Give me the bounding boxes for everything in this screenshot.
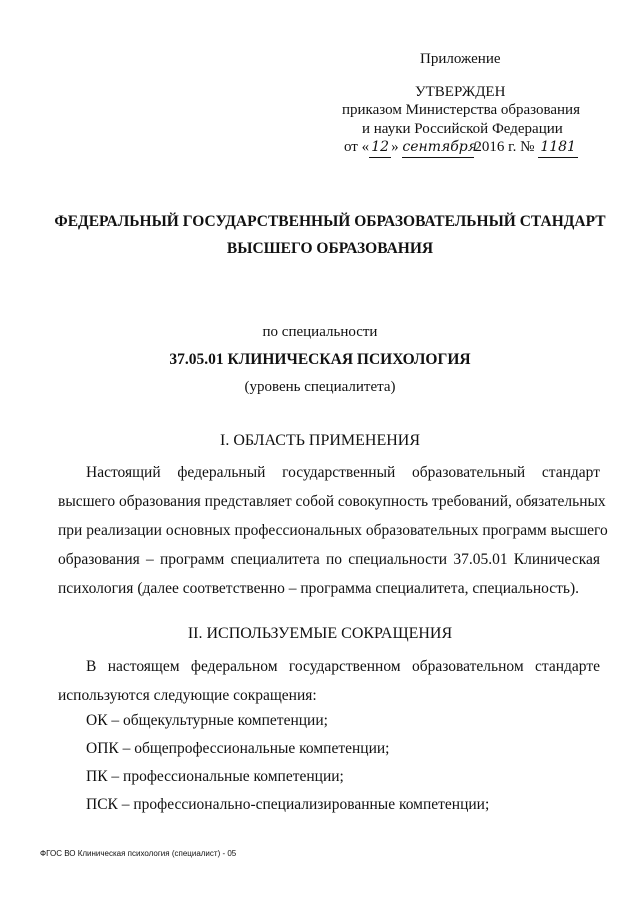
date-year: 2016 г. № <box>474 139 535 155</box>
date-prefix: от « <box>344 139 370 155</box>
specialty-name: 37.05.01 КЛИНИЧЕСКАЯ ПСИХОЛОГИЯ <box>169 351 471 368</box>
title-line-1: ФЕДЕРАЛЬНЫЙ ГОСУДАРСТВЕННЫЙ ОБРАЗОВАТЕЛЬНЫЙ СТАНДАРТ <box>54 213 606 230</box>
document-title <box>40 208 620 262</box>
paragraph-line: Настоящий федеральный государственный образовательный стандарт <box>86 464 600 481</box>
section-2-heading: II. ИСПОЛЬЗУЕМЫЕ СОКРАЩЕНИЯ <box>187 625 453 642</box>
order-line-1: приказом Министерства образования <box>342 102 580 118</box>
section-2-paragraph <box>58 652 600 710</box>
paragraph-line: при реализации основных профессиональных образовательных программ высшего <box>58 522 608 539</box>
handwritten-month: сентября <box>402 138 474 158</box>
paragraph-line: психология (далее соответственно – программа специалитета, специальность). <box>58 580 580 597</box>
abbreviation-item: ОПК – общепрофессиональные компетенции; <box>86 740 390 757</box>
abbreviation-item: ОК – общекультурные компетенции; <box>86 712 328 729</box>
appendix-label: Приложение <box>420 51 501 67</box>
section-1-paragraph <box>58 458 608 603</box>
title-line-2: ВЫСШЕГО ОБРАЗОВАНИЯ <box>226 240 434 257</box>
paragraph-line: В настоящем федеральном государственном образовательном стандарте <box>86 658 600 675</box>
abbreviation-item: ПСК – профессионально-специализированные компетенции; <box>86 796 490 813</box>
specialty-level: (уровень специалитета) <box>244 379 396 395</box>
approved-label: УТВЕРЖДЕН <box>415 83 506 100</box>
handwritten-day: 12 <box>369 138 391 158</box>
order-line-2: и науки Российской Федерации <box>362 120 563 137</box>
date-mid: » <box>391 139 399 155</box>
specialty-label: по специальности <box>262 324 378 340</box>
abbreviation-item: ПК – профессиональные компетенции; <box>86 768 344 785</box>
paragraph-line: высшего образования представляет собой совокупность требований, обязательных <box>58 493 606 510</box>
paragraph-line: используются следующие сокращения: <box>58 687 317 704</box>
section-1-heading: I. ОБЛАСТЬ ПРИМЕНЕНИЯ <box>219 432 421 449</box>
order-date-line <box>342 138 632 158</box>
handwritten-order-number: 1181 <box>538 138 578 158</box>
page-footer: ФГОС ВО Клиническая психология (специалист) - 05 <box>40 849 237 858</box>
paragraph-line: образования – программ специалитета по специальности 37.05.01 Клиническая <box>58 551 600 568</box>
approval-block <box>342 50 632 158</box>
